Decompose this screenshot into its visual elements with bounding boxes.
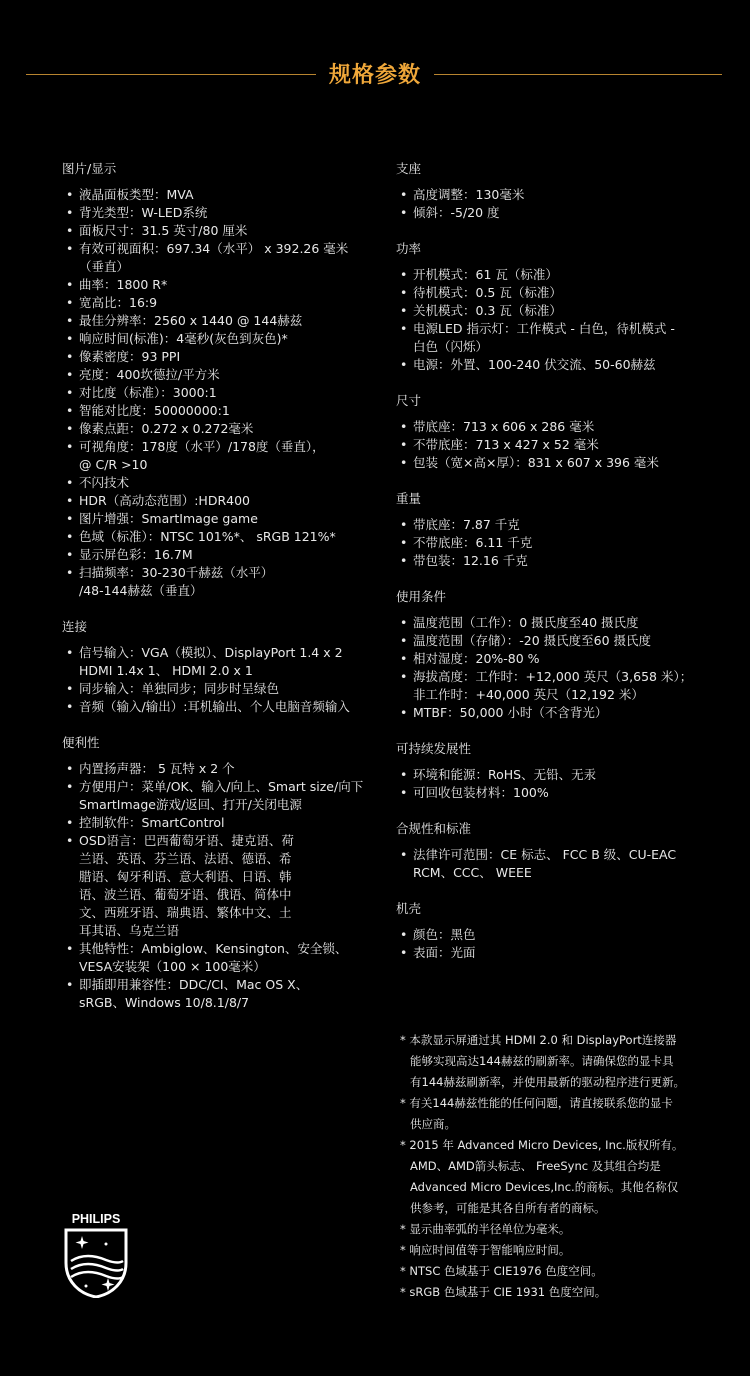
spec-item: • 对比度（标准）：3000:1 [62,384,382,402]
spec-item: • 智能对比度：50000000:1 [62,402,382,420]
spec-item: • 响应时间(标准)：4毫秒(灰色到灰色)* [62,330,382,348]
section-title: 合规性和标准 [396,821,472,836]
spec-section [396,740,716,802]
spec-item: • 图片增强：SmartImage game [62,510,382,528]
spec-section [62,734,382,1012]
footnote: * 显示曲率弧的半径单位为毫米。 [400,1222,571,1236]
spec-section [396,490,716,570]
spec-item: • 最佳分辨率：2560 x 1440 @ 144赫兹 [62,312,382,330]
spec-item: • 背光类型：W-LED系统 [62,204,382,222]
spec-item: • OSD语言：巴西葡萄牙语、捷克语、荷 兰语、英语、芬兰语、法语、德语、希 腊语、匈牙利语、意大利语、日语、韩 语、波兰语、葡萄牙语、俄语、简体中 文、西班牙语、瑞典语、繁体中文、土 耳其语、乌克兰语 [62,832,382,940]
footnote: * 2015 年 Advanced Micro Devices, Inc.版权所有。 AMD、AMD箭头标志、 FreeSync 及其组合均是 Advanced Micro Devices,Inc.的商标。其他名称仅 供参考，可能是其各自所有者的商标。 [400,1138,684,1215]
spec-list [396,846,716,882]
spec-item: • HDR（高动态范围）:HDR400 [62,492,382,510]
spec-item: • 色域（标准）：NTSC 101%*、 sRGB 121%* [62,528,382,546]
spec-item: • 带底座：7.87 千克 [396,516,716,534]
spec-item: • 法律许可范围：CE 标志、 FCC B 级、CU-EAC RCM、CCC、 WEEE [396,846,716,882]
philips-shield-logo [62,1208,130,1298]
spec-section [62,160,382,600]
spec-item: • 面板尺寸：31.5 英寸/80 厘米 [62,222,382,240]
spec-column-right [396,160,716,980]
spec-item: • 倾斜：-5/20 度 [396,204,716,222]
section-title: 可持续发展性 [396,741,472,756]
spec-item: • 即插即用兼容性：DDC/CI、Mac OS X、 sRGB、Windows 10/8.1/8/7 [62,976,382,1012]
spec-item: • MTBF：50,000 小时（不含背光） [396,704,716,722]
section-title: 机壳 [396,901,422,916]
section-title: 连接 [62,619,88,634]
spec-item: • 同步输入：单独同步；同步时呈绿色 [62,680,382,698]
header-divider-left [26,74,316,75]
spec-item: • 其他特性：Ambiglow、Kensington、安全锁、 VESA安装架（100 × 100毫米） [62,940,382,976]
spec-item: • 宽高比：16:9 [62,294,382,312]
spec-item: • 不带底座：6.11 千克 [396,534,716,552]
spec-list [396,418,716,472]
spec-item: • 有效可视面积：697.34（水平） x 392.26 毫米 （垂直） [62,240,382,276]
spec-item: • 待机模式：0.5 瓦（标准） [396,284,716,302]
page-title: 规格参数 [328,63,421,88]
spec-list [62,760,382,1012]
spec-item: • 亮度：400坎德拉/平方米 [62,366,382,384]
spec-item: • 曲率：1800 R* [62,276,382,294]
spec-list [396,186,716,222]
spec-list [62,644,382,716]
section-title: 重量 [396,491,422,506]
spec-item: • 像素密度：93 PPI [62,348,382,366]
spec-item: • 像素点距：0.272 x 0.272毫米 [62,420,382,438]
spec-item: • 扫描频率：30-230千赫兹（水平） /48-144赫兹（垂直） [62,564,382,600]
spec-item: • 温度范围（存储）：-20 摄氏度至60 摄氏度 [396,632,716,650]
spec-item: • 显示屏色彩：16.7M [62,546,382,564]
spec-item: • 开机模式：61 瓦（标准） [396,266,716,284]
spec-item: • 控制软件：SmartControl [62,814,382,832]
spec-section [396,240,716,374]
spec-list [396,926,716,962]
spec-item: • 不闪技术 [62,474,382,492]
footnote: * NTSC 色域基于 CIE1976 色度空间。 [400,1264,603,1278]
spec-item: • 表面：光面 [396,944,716,962]
spec-section [62,618,382,716]
spec-section [396,900,716,962]
spec-list [396,766,716,802]
spec-item: • 环境和能源：RoHS、无铅、无汞 [396,766,716,784]
spec-item: • 不带底座：713 x 427 x 52 毫米 [396,436,716,454]
spec-section [396,588,716,722]
spec-section [396,392,716,472]
spec-item: • 内置扬声器： 5 瓦特 x 2 个 [62,760,382,778]
footnote: * sRGB 色域基于 CIE 1931 色度空间。 [400,1285,607,1299]
section-title: 使用条件 [396,589,447,604]
spec-item: • 音频（输入/输出）:耳机输出、个人电脑音频输入 [62,698,382,716]
spec-list [396,614,716,722]
spec-item: • 方便用户：菜单/OK、输入/向上、Smart size/向下 SmartImage游戏/返回、打开/关闭电源 [62,778,382,814]
spec-item: • 高度调整：130毫米 [396,186,716,204]
spec-item: • 带底座：713 x 606 x 286 毫米 [396,418,716,436]
section-title: 尺寸 [396,393,422,408]
spec-list [396,266,716,374]
spec-item: • 可视角度：178度（水平）/178度（垂直）， @ C/R >10 [62,438,382,474]
footnote: * 本款显示屏通过其 HDMI 2.0 和 DisplayPort连接器 能够实现高达144赫兹的刷新率。请确保您的显卡具 有144赫兹刷新率，并使用最新的驱动程序进行更新。 [400,1033,685,1089]
section-title: 功率 [396,241,422,256]
footnotes [400,1030,720,1303]
page-header [0,56,750,96]
header-divider-right [434,74,722,75]
spec-list [62,186,382,600]
spec-section [396,820,716,882]
footnote: * 响应时间值等于智能响应时间。 [400,1243,571,1257]
spec-item: • 温度范围（工作）：0 摄氏度至40 摄氏度 [396,614,716,632]
spec-column-left [62,160,382,1030]
philips-logo-icon [62,1208,130,1298]
spec-item: • 海拔高度：工作时：+12,000 英尺（3,658 米）； 非工作时：+40,000 英尺（12,192 米） [396,668,716,704]
spec-item: • 颜色：黑色 [396,926,716,944]
spec-item: • 带包装：12.16 千克 [396,552,716,570]
section-title: 图片/显示 [62,161,117,176]
spec-item: • 电源：外置、100-240 伏交流、50-60赫兹 [396,356,716,374]
spec-item: • 电源LED 指示灯：工作模式 - 白色，待机模式 - 白色（闪烁） [396,320,716,356]
spec-item: • 信号输入：VGA（模拟）、DisplayPort 1.4 x 2 HDMI 1.4x 1、 HDMI 2.0 x 1 [62,644,382,680]
logo-wordmark: PHILIPS [71,1212,121,1226]
spec-item: • 包装（宽×高×厚）：831 x 607 x 396 毫米 [396,454,716,472]
section-title: 便利性 [62,735,100,750]
spec-section [396,160,716,222]
spec-item: • 液晶面板类型：MVA [62,186,382,204]
footnote: * 有关144赫兹性能的任何问题，请直接联系您的显卡 供应商。 [400,1096,673,1131]
spec-item: • 相对湿度：20%-80 % [396,650,716,668]
spec-list [396,516,716,570]
section-title: 支座 [396,161,422,176]
spec-item: • 可回收包装材料：100% [396,784,716,802]
spec-item: • 关机模式：0.3 瓦（标准） [396,302,716,320]
